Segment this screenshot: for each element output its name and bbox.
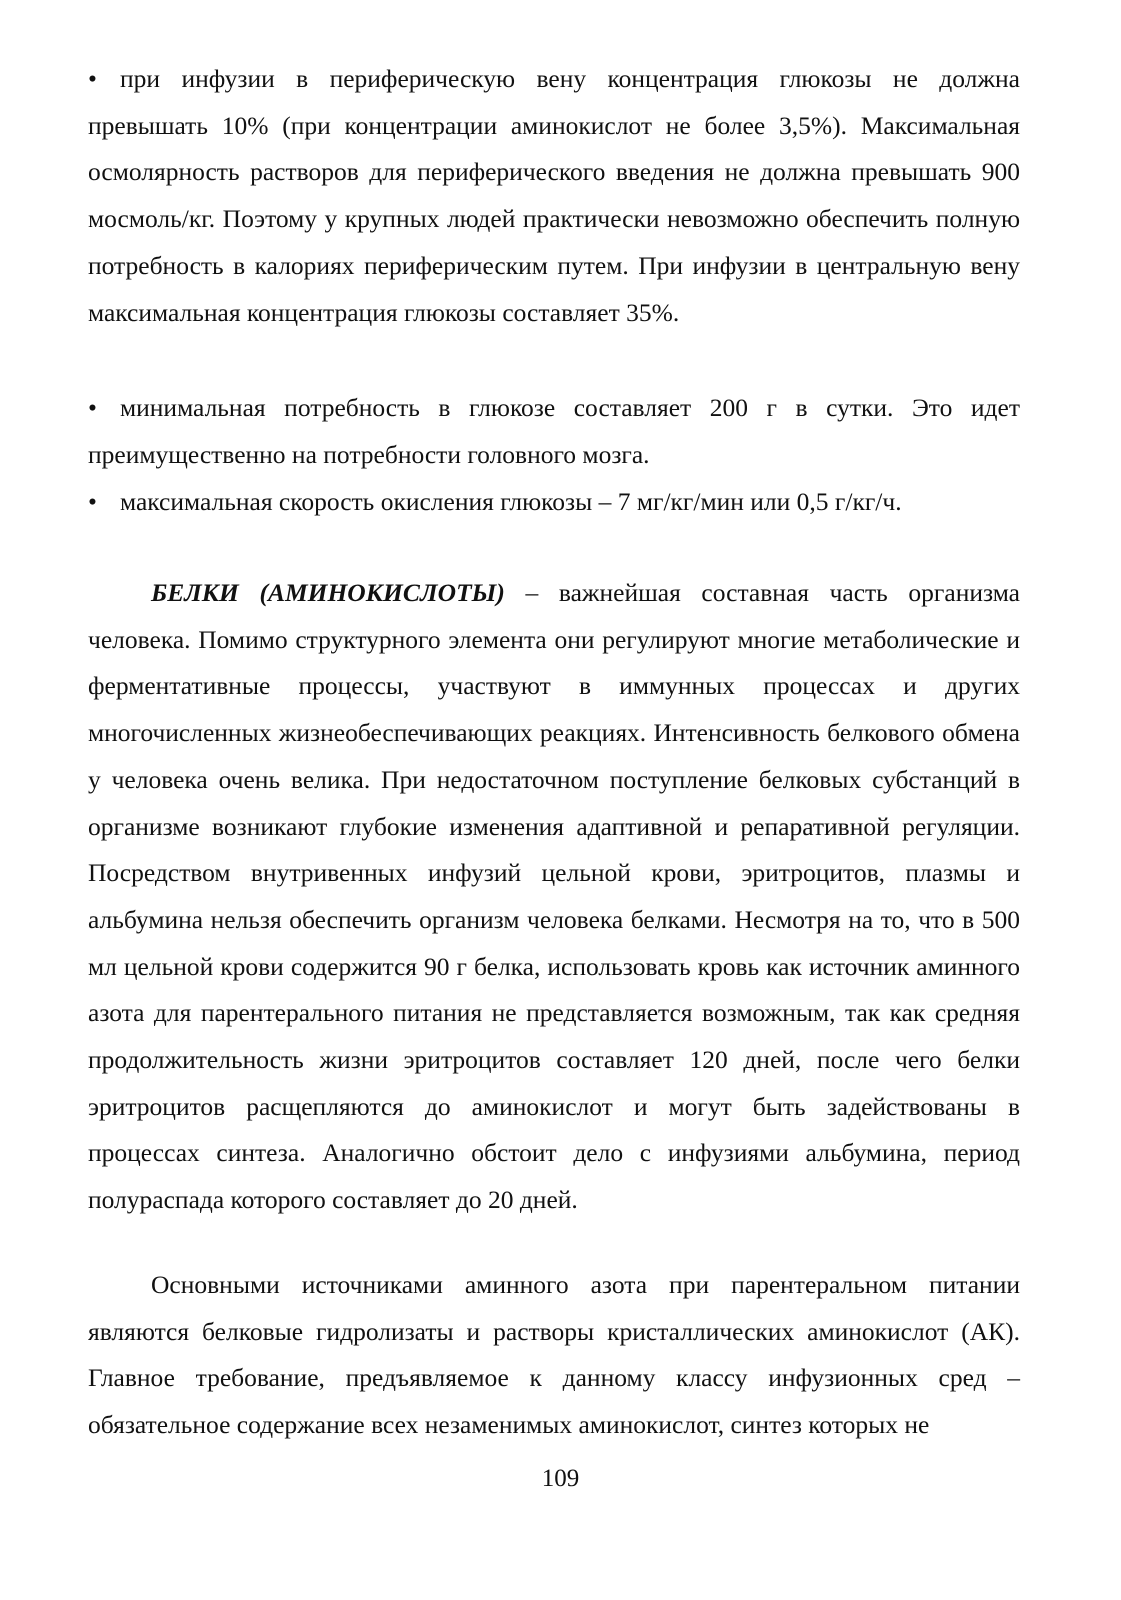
paragraph xyxy=(88,570,1020,1224)
bullet-item xyxy=(88,479,1020,526)
paragraph: Основными источниками аминного азота при парентеральном питании являются белковые гидролизаты и растворы кристаллических аминокислот (АК). Главное требование, предъявляемое к данному классу инфузионных сред – обязательное содержание всех незаменимых аминокислот, синтез которых не xyxy=(88,1270,1020,1440)
page-number: 109 xyxy=(541,1465,580,1492)
bullet-text: минимальная потребность в глюкозе составляет 200 г в сутки. Это идет преимущественно на потребности головного мозга. xyxy=(88,393,1020,469)
bullet-item xyxy=(88,56,1020,336)
bullet-text: максимальная скорость окисления глюкозы – 7 мг/кг/мин или 0,5 г/кг/ч. xyxy=(120,487,902,516)
section-heading: БЕЛКИ (АМИНОКИСЛОТЫ) xyxy=(151,578,505,607)
bullet-marker: • xyxy=(88,393,97,422)
bullet-text: при инфузии в периферическую вену концентрация глюкозы не должна превышать 10% (при концентрации аминокислот не более 3,5%). Максимальная осмолярность растворов для периферического введения не должна превышать 900 мосмоль/кг. Поэтому у крупных людей практически невозможно обеспечить полную потребность в калориях периферическим путем. При инфузии в центральную вену максимальная концентрация глюкозы составляет 35%. xyxy=(88,64,1020,327)
paragraph-text: – важнейшая составная часть организма человека. Помимо структурного элемента они регулируют многие метаболические и ферментативные процессы, участвуют в иммунных процессах и других многочисленных жизнеобеспечивающих реакциях. Интенсивность белкового обмена у человека очень велика. При недостаточном поступление белковых субстанций в организме возникают глубокие изменения адаптивной и репаративной регуляции. Посредством внутривенных инфузий цельной крови, эритроцитов, плазмы и альбумина нельзя обеспечить организм человека белками. Несмотря на то, что в 500 мл цельной крови содержится 90 г белка, использовать кровь как источник аминного азота для парентерального питания не представляется возможным, так как средняя продолжительность жизни эритроцитов составляет 120 дней, после чего белки эритроцитов расщепляются до аминокислот и могут быть задействованы в процессах синтеза. Аналогично обстоит дело с инфузиями альбумина, период полураспада которого составляет до 20 дней. xyxy=(88,578,1020,1215)
bullet-marker: • xyxy=(88,64,97,93)
bullet-marker: • xyxy=(88,487,97,516)
bullet-item xyxy=(88,385,1020,478)
